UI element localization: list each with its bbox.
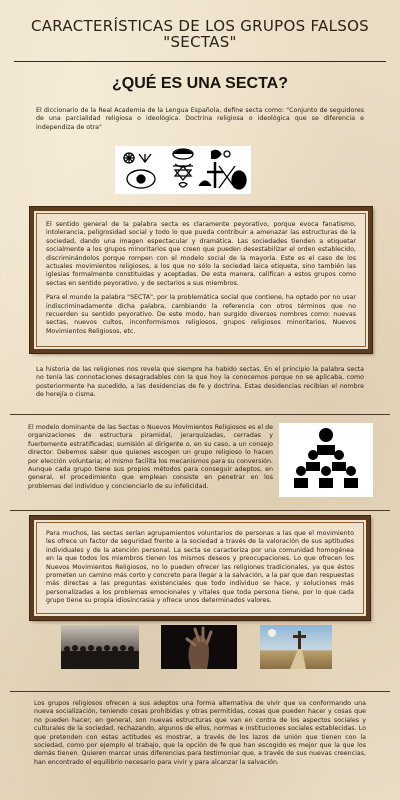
frame-paragraph: Para muchos, las sectas serían agrupamientos voluntarios de personas a las que el movimiento les ofrece un factor de seguridad frente a la sociedad a través de la valoración de sus aptitudes individuales y de la atención personal. La secta se caracteriza por una comunidad homogénea en la que todos los miembros tienen los mismos deseos y preocupaciones. Lo que ofrecen los Nuevos Movimientos Religiosos, no lo pueden ofrecer las religiones tradicionales, ya que éstos prometen un camino más corto y concreto para llegar a la salvación, a la par que dan respuestas más directas a las preguntas existenciales que todo individuo se hace, y soluciones más personalizadas a los problemas emocionales y vitales que toda persona tiene, por lo que cada grupo tiene su propia idiosincrasia y ofrece unos determinados valores. bbox=[46, 530, 354, 605]
hand-photo bbox=[161, 625, 237, 669]
section-heading: ¿QUÉ ES UNA SECTA? bbox=[111, 75, 288, 92]
frame-paragraph: El sentido general de la palabra secta es claramente peyorativo, porque evoca fanatismo, intolerancia, peligrosidad social y todo lo que pueda contribuir a amenazar las estructuras de la sociedad, dando una imagen espectacular y dramática. Las sociedades tienden a etiquetar socialmente a los grupos minoritarios que creen que pueden desestabilizar el orden establecido, discriminándolos porque rompen con el modelo social de la mayoría. Este es el caso de los actuales movimientos religiosos, a los que no sólo la sociedad laica etiqueta, sino también las iglesias formalmente constituidas y aceptadas. De esta manera, califican a estos grupos como sectas en sentido peyorativo, y de sectarios a sus miembros. bbox=[46, 221, 356, 287]
section-divider bbox=[10, 510, 390, 511]
page-title: CARACTERÍSTICAS DE LOS GRUPOS FALSOS "SECTAS" bbox=[30, 17, 370, 51]
religious-symbols-icon bbox=[115, 146, 251, 194]
frame-paragraph: Para el mundo la palabra "SECTA", por la problemática social que contiene, ha optado por no usar indiscriminadamente dicha palabra, cambiando la referencia con otros términos que no recuerden su sentido peyorativo. De este modo, han surgido diversos nombres como: nuevas sectas, nuevos cultos, inconformismos religiosos, grupos religiosos minoritarios, Nuevos Movimientos Religiosos, etc. bbox=[46, 294, 356, 335]
crowd-photo bbox=[61, 625, 139, 669]
section-divider bbox=[10, 414, 390, 415]
cult-leader-icon bbox=[279, 423, 373, 497]
title-divider bbox=[14, 61, 386, 62]
membership-frame bbox=[30, 516, 370, 620]
history-paragraph: La historia de las religiones nos revela que siempre ha habido sectas. En el principio la palabra secta no tenía las connotaciones desagradables con la que hoy la conocemos porque no se aplicaba, como posteriormente ha sucedido, a las desidencias de fe y doctrina. Estas desidencias recibían el nombre de herejía o cisma. bbox=[36, 366, 364, 399]
model-paragraph: El modelo dominante de las Sectas o Nuevos Movimientos Religiosos es el de organizaciones de estructura piramidal, jerarquizadas, cerradas y fuertemente estratificadas; sumisión al dirigente o, en su caso, a un consejo director. Debemos saber que quienes escogen un grupo religioso lo hacen por elección voluntaria; el mismo facilita los mecanismos para su conversión. Aunque cada grupo tiene sus propios métodos para conseguir adeptos, en general, el procedimiento que emplean consiste en penetrar en los problemas del individuo y concienciarlo de su infelicidad. bbox=[28, 424, 273, 490]
cross-path-photo bbox=[260, 625, 332, 669]
section-divider bbox=[10, 691, 390, 692]
definition-frame bbox=[30, 207, 372, 353]
intro-paragraph: El diccionario de la Real Academia de la Lengua Española, define secta como: "Conjunto de seguidores de una parcialidad religiosa o ideológica. Doctrina religiosa o ideológica que se diferencia e independiza de otra" bbox=[36, 107, 364, 131]
closing-paragraph: Los grupos religiosos ofrecen a sus adeptos una forma alternativa de vivir que va conformando una nueva socialización, teniendo cosas prohibidas y otras permitidas, cosas que pueden hacer y cosas que no pueden hacer; en general, son nuevas estructuras que van en contra de los aspectos sociales y culturales de la sociedad, rechazando, algunos de ellos, normas e instituciones sociales establecidas. Lo que pretenden con estas actitudes es mostrar, a través de los lazos de unión que tienen con la sociedad, como por ejemplo el trabajo, que la opción de fe que han escogido es mejor que la que los demás tienen. Quieren marcar unas diferencias para testimoniar que, a través de sus nuevas creencias, han encontrado el equilibrio necesario para vivir y para alcanzar la salvación. bbox=[34, 700, 366, 766]
